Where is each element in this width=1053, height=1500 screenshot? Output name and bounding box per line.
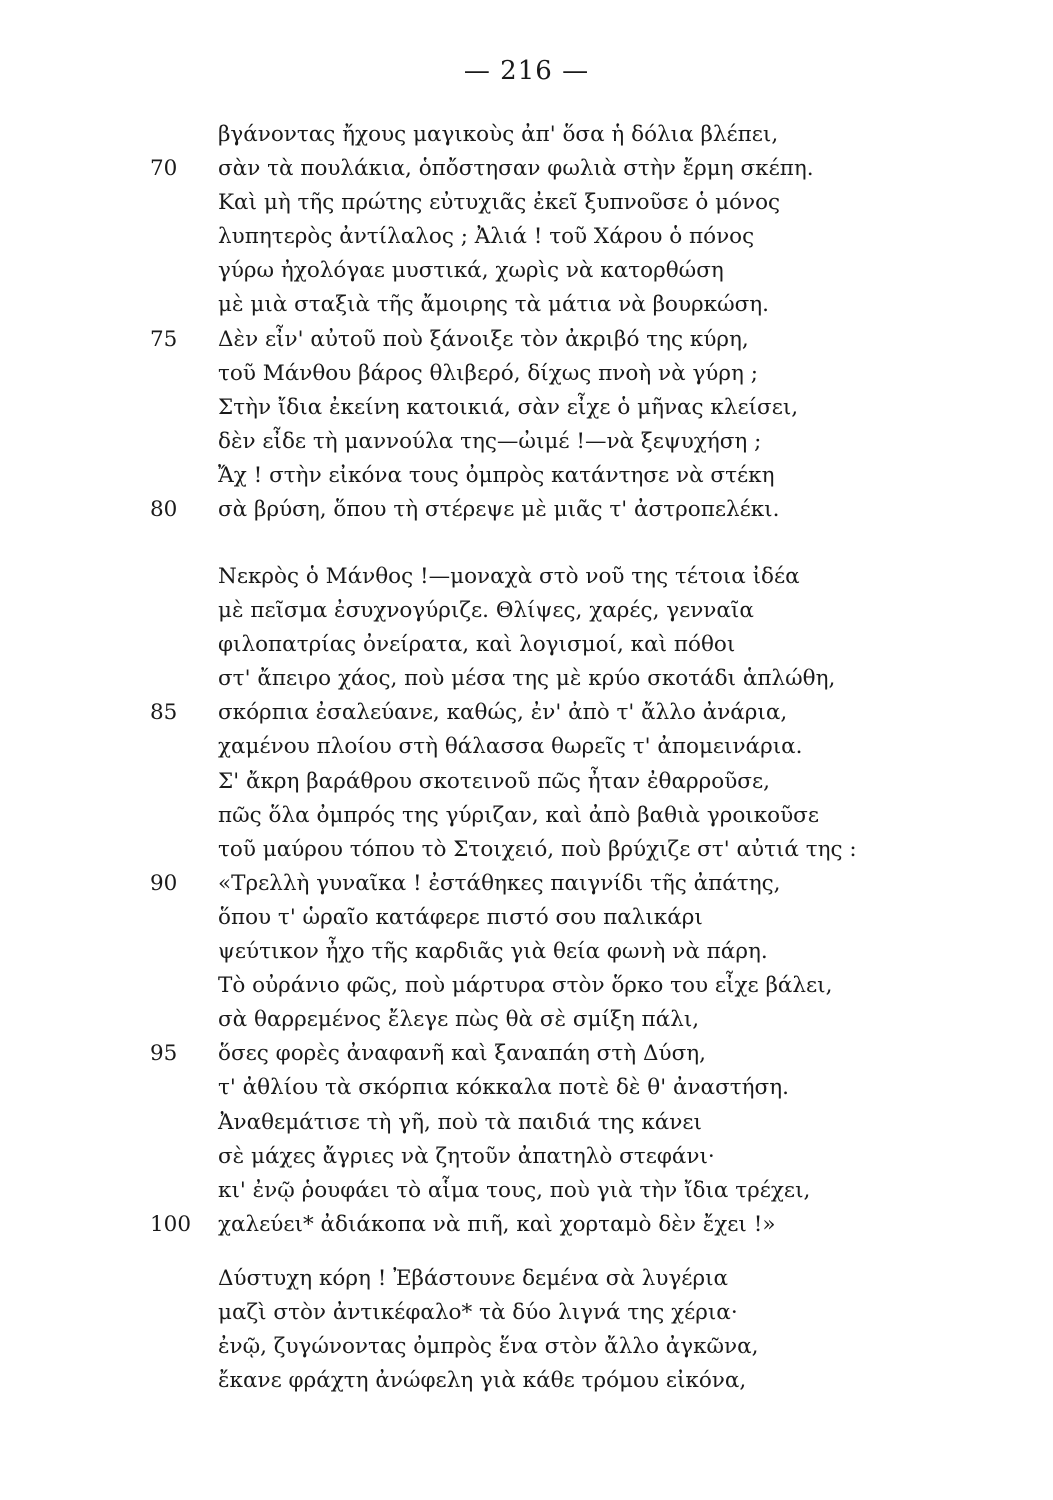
poem-line bbox=[0, 1003, 1053, 1037]
line-text: χαλεύει* ἀδιάκοπα νὰ πιῆ, καὶ χορταμὸ δὲν ἔχει !» bbox=[218, 1211, 776, 1237]
poem-line bbox=[0, 288, 1053, 322]
poem-line bbox=[0, 152, 1053, 186]
line-text: σὰν τὰ πουλάκια, ὁπὄστησαν φωλιὰ στὴν ἔρμη σκέπη. bbox=[218, 156, 814, 182]
line-number: 95 bbox=[150, 1041, 178, 1067]
poem-line bbox=[0, 901, 1053, 935]
line-text: τοῦ μαύρου τόπου τὸ Στοιχειό, ποὺ βρύχιζε στ' αὐτιά της : bbox=[218, 836, 857, 862]
poem-line bbox=[0, 1174, 1053, 1208]
line-text: Δύστυχη κόρη ! Ἐβάστουνε δεμένα σὰ λυγέρια bbox=[218, 1266, 729, 1291]
line-text: Σ' ἄκρη βαράθρου σκοτεινοῦ πῶς ἦταν ἐθαρροῦσε, bbox=[218, 768, 770, 794]
poem-line bbox=[0, 425, 1053, 459]
poem-line bbox=[0, 867, 1053, 901]
line-text: φιλοπατρίας ὀνείρατα, καὶ λογισμοί, καὶ πόθοι bbox=[218, 632, 736, 658]
line-text: ἔκανε φράχτη ἀνώφελη γιὰ κάθε τρόμου εἰκόνα, bbox=[218, 1368, 747, 1394]
line-text: Δὲν εἶν' αὐτοῦ ποὺ ξάνοιξε τὸν ἀκριβό της κύρη, bbox=[218, 326, 749, 352]
poem-line bbox=[0, 765, 1053, 799]
line-number: 90 bbox=[150, 870, 178, 896]
poem-line bbox=[0, 1208, 1053, 1242]
line-text: βγάνοντας ἤχους μαγικοὺς ἀπ' ὅσα ἡ δόλια βλέπει, bbox=[218, 122, 779, 147]
page-number: — 216 — bbox=[463, 56, 590, 86]
poem-line bbox=[0, 323, 1053, 357]
stanza bbox=[0, 118, 1053, 527]
line-text: μαζὶ στὸν ἀντικέφαλο* τὰ δύο λιγνά της χέρια· bbox=[218, 1300, 738, 1326]
line-text: μὲ πεῖσμα ἐσυχνογύριζε. Θλίψες, χαρές, γενναῖα bbox=[218, 598, 754, 624]
line-text: τοῦ Μάνθου βάρος θλιβερό, δίχως πνοὴ νὰ γύρη ; bbox=[218, 360, 758, 386]
poem-line bbox=[0, 730, 1053, 764]
poem-line bbox=[0, 186, 1053, 220]
line-text: σὰ θαρρεμένος ἔλεγε πὼς θὰ σὲ σμίξη πάλι, bbox=[218, 1007, 700, 1033]
poem-line bbox=[0, 594, 1053, 628]
poem-line bbox=[0, 391, 1053, 425]
line-number: 70 bbox=[150, 156, 178, 182]
line-text: Ἀναθεμάτισε τὴ γῆ, ποὺ τὰ παιδιά της κάνει bbox=[218, 1109, 702, 1135]
line-text: λυπητερὸς ἀντίλαλος ; Ἀλιά ! τοῦ Χάρου ὁ πόνος bbox=[218, 224, 755, 250]
line-text: Ἄχ ! στὴν εἰκόνα τους ὀμπρὸς κατάντησε νὰ στέκη bbox=[218, 462, 775, 488]
line-text: Καὶ μὴ τῆς πρώτης εὐτυχιᾶς ἐκεῖ ξυπνοῦσε ὁ μόνος bbox=[218, 190, 781, 216]
line-text: «Τρελλὴ γυναῖκα ! ἐστάθηκες παιγνίδι τῆς ἀπάτης, bbox=[218, 870, 781, 896]
line-text: Νεκρὸς ὁ Μάνθος !—μοναχὰ στὸ νοῦ της τέτοια ἰδέα bbox=[218, 564, 800, 589]
poem-line bbox=[0, 696, 1053, 730]
line-text: σὲ μάχες ἄγριες νὰ ζητοῦν ἀπατηλὸ στεφάνι· bbox=[218, 1143, 715, 1169]
poem-line bbox=[0, 560, 1053, 594]
poem-line bbox=[0, 935, 1053, 969]
line-number: 85 bbox=[150, 700, 178, 726]
line-text: Στὴν ἴδια ἐκείνη κατοικιά, σὰν εἶχε ὁ μῆνας κλείσει, bbox=[218, 394, 799, 420]
line-text: μὲ μιὰ σταξιὰ τῆς ἄμοιρης τὰ μάτια νὰ βουρκώση. bbox=[218, 292, 770, 318]
line-text: ψεύτικον ἦχο τῆς καρδιᾶς γιὰ θεία φωνὴ νὰ πάρη. bbox=[218, 939, 768, 965]
line-text: τ' ἀθλίου τὰ σκόρπια κόκκαλα ποτὲ δὲ θ' ἀναστήση. bbox=[218, 1075, 789, 1101]
poem-line bbox=[0, 1140, 1053, 1174]
line-text: σκόρπια ἐσαλεύανε, καθώς, ἐν' ἀπὸ τ' ἄλλο ἀνάρια, bbox=[218, 700, 788, 726]
line-number: 100 bbox=[150, 1211, 192, 1237]
line-number: 80 bbox=[150, 497, 178, 523]
line-text: Τὸ οὐράνιο φῶς, ποὺ μάρτυρα στὸν ὅρκο του εἶχε βάλει, bbox=[218, 973, 833, 999]
line-text: γύρω ἠχολόγαε μυστικά, χωρὶς νὰ κατορθώση bbox=[218, 258, 724, 284]
line-text: σὰ βρύση, ὅπου τὴ στέρεψε μὲ μιᾶς τ' ἀστροπελέκι. bbox=[218, 497, 780, 523]
line-text: πῶς ὅλα ὀμπρός της γύριζαν, καὶ ἀπὸ βαθιὰ γροικοῦσε bbox=[218, 802, 819, 828]
poem-line bbox=[0, 628, 1053, 662]
poem-line bbox=[0, 1037, 1053, 1071]
line-text: ἐνῷ, ζυγώνοντας ὀμπρὸς ἕνα στὸν ἄλλο ἀγκῶνα, bbox=[218, 1334, 759, 1360]
poem-line bbox=[0, 459, 1053, 493]
poem-line bbox=[0, 833, 1053, 867]
line-text: κι' ἐνῷ ῥουφάει τὸ αἷμα τους, ποὺ γιὰ τὴν ἴδια τρέχει, bbox=[218, 1177, 811, 1203]
line-text: χαμένου πλοίου στὴ θάλασσα θωρεῖς τ' ἀπομεινάρια. bbox=[218, 734, 803, 760]
poem-line bbox=[0, 254, 1053, 288]
poem-line bbox=[0, 118, 1053, 152]
poem-line bbox=[0, 1330, 1053, 1364]
poem-line bbox=[0, 220, 1053, 254]
poem-line bbox=[0, 969, 1053, 1003]
stanza bbox=[0, 1262, 1053, 1398]
poem-line bbox=[0, 799, 1053, 833]
poem-line bbox=[0, 357, 1053, 391]
line-text: στ' ἄπειρο χάος, ποὺ μέσα της μὲ κρύο σκοτάδι ἁπλώθη, bbox=[218, 666, 836, 692]
line-text: δὲν εἶδε τὴ μαννούλα της—ὠιμέ !—νὰ ξεψυχήση ; bbox=[218, 428, 762, 454]
poem-line bbox=[0, 1262, 1053, 1296]
poem-line bbox=[0, 1364, 1053, 1398]
poem-line bbox=[0, 493, 1053, 527]
poem-line bbox=[0, 1296, 1053, 1330]
line-text: ὅσες φορὲς ἀναφανῆ καὶ ξαναπάη στὴ Δύση, bbox=[218, 1041, 706, 1067]
poem-line bbox=[0, 1106, 1053, 1140]
line-number: 75 bbox=[150, 326, 178, 352]
poem-line bbox=[0, 662, 1053, 696]
stanza bbox=[0, 560, 1053, 1242]
poem-line bbox=[0, 1071, 1053, 1105]
line-text: ὅπου τ' ὡραῖο κατάφερε πιστό σου παλικάρι bbox=[218, 904, 703, 930]
